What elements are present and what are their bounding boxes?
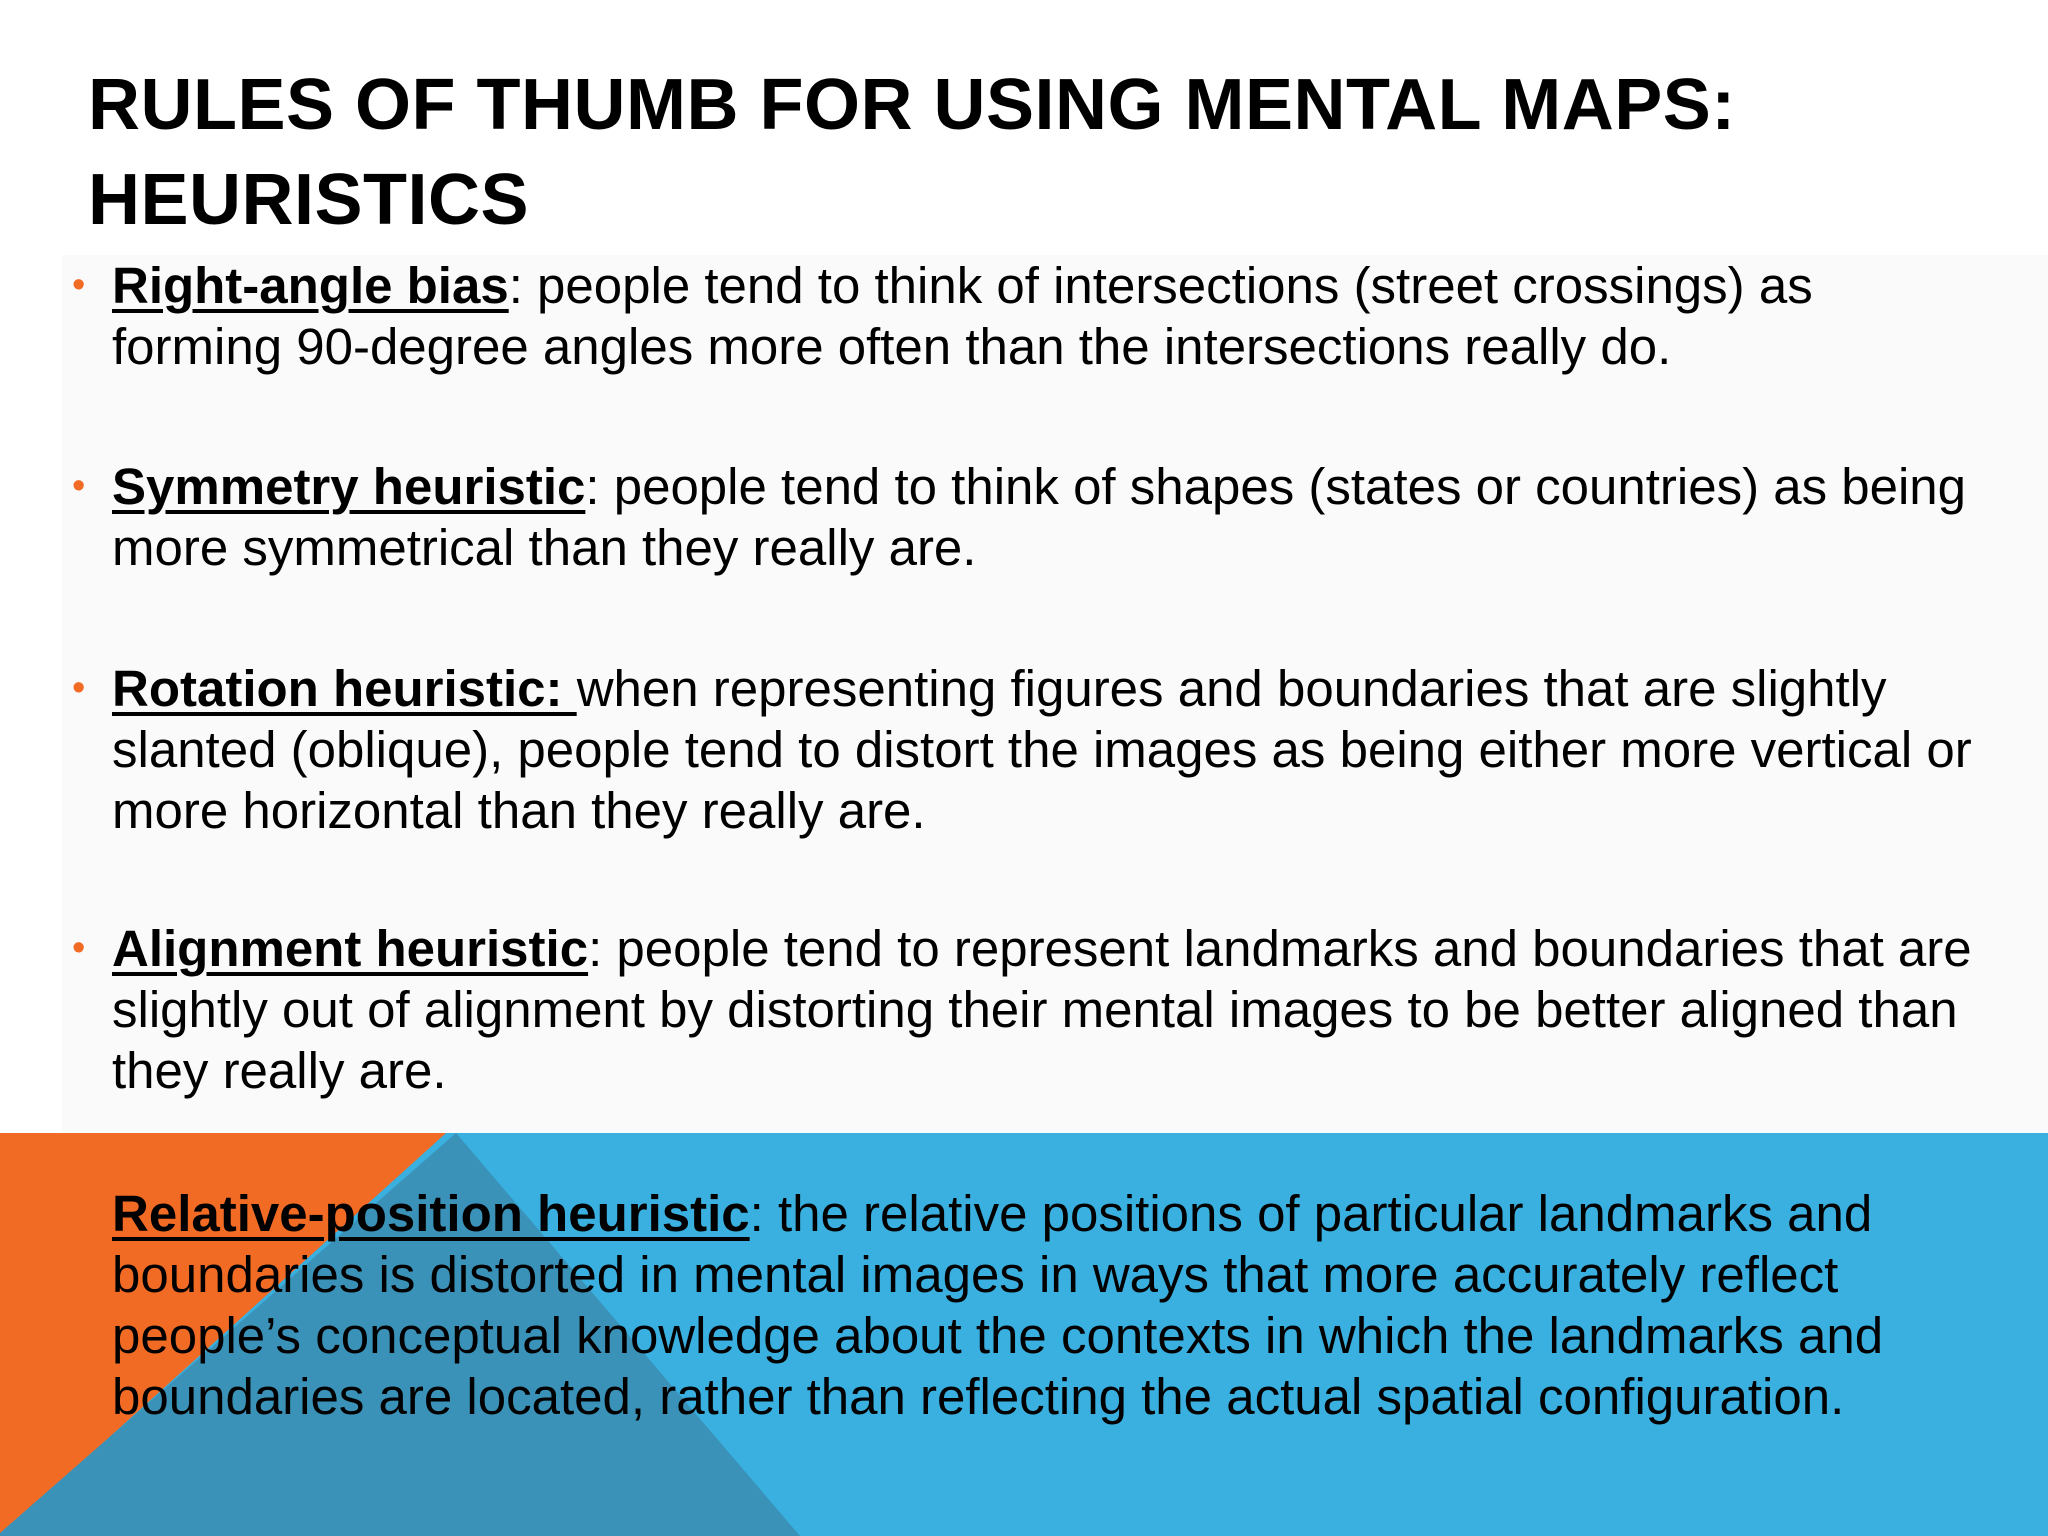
bullet-term: Right-angle bias [112, 257, 509, 314]
bullet-marker: • [72, 667, 86, 709]
bullet-separator: : [585, 458, 600, 515]
bullet-text: people tend to think of shapes (states or countries) as being more symmetrical than they really are. [112, 458, 1967, 576]
bullet-separator: : [588, 920, 603, 977]
title-line-2: HEURISTICS [88, 160, 530, 240]
bullet-text: people tend to think of intersections (street crossings) as forming 90-degree angles more often than the intersections really do. [112, 257, 1813, 375]
bullet-right-angle-bias [72, 255, 1992, 377]
bullet-separator: : [749, 1185, 764, 1242]
bullet-rotation-heuristic [72, 658, 1992, 841]
bullet-marker: • [72, 927, 86, 969]
bullet-separator: : [508, 257, 523, 314]
bullet-term: Symmetry heuristic [112, 458, 586, 515]
bullet-relative-position-heuristic [112, 1183, 1992, 1427]
bullet-alignment-heuristic [72, 918, 1992, 1101]
bullet-term: Alignment heuristic [112, 920, 589, 977]
bullet-marker: • [72, 465, 86, 507]
bullet-marker: • [72, 264, 86, 306]
title-line-1: RULES OF THUMB FOR USING MENTAL MAPS: [88, 65, 1736, 145]
bullet-symmetry-heuristic [72, 456, 1992, 578]
bullet-text: the relative positions of particular landmarks and boundaries is distorted in mental images in ways that more accurately reflect people’s conceptual knowledge about the contexts in which the landmarks and boundaries are located, rather than reflecting the actual spatial configuration. [112, 1185, 1884, 1425]
bullet-text: people tend to represent landmarks and boundaries that are slightly out of alignment by distorting their mental images to be better aligned than they really are. [112, 920, 1972, 1099]
bullet-term: Relative-position heuristic [112, 1185, 750, 1242]
bullet-text: when representing figures and boundaries that are slightly slanted (oblique), people tend to distort the images as being either more vertical or more horizontal than they really are. [112, 660, 1972, 839]
bullet-term: Rotation heuristic: [112, 660, 577, 717]
slide-title [88, 58, 1988, 248]
